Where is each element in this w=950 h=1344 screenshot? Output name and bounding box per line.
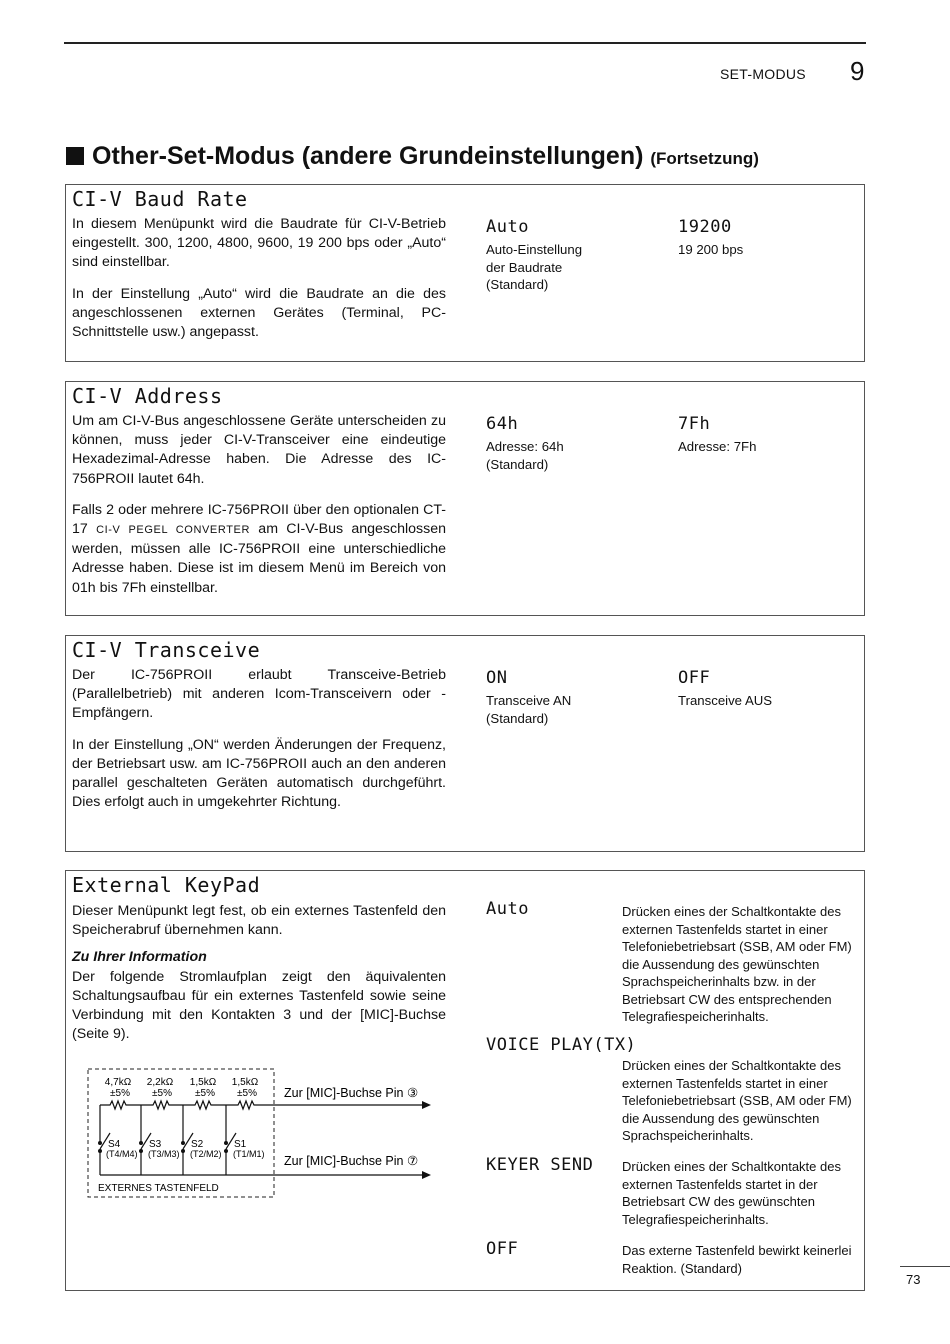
ci-v-transceive-section (65, 635, 865, 852)
switch-label: S1 (234, 1139, 247, 1150)
resistor-chain (100, 1101, 424, 1109)
line: Transceive AN (486, 693, 572, 708)
paragraph: In der Einstellung „Auto“ wird die Baudrate an die des angeschlossenen externen Gerätes (Terminal, PC-Schnittstelle usw.) angepasst. (72, 285, 446, 341)
section-description (72, 902, 446, 1044)
page-number-rule (900, 1266, 950, 1267)
switch-group (100, 1105, 236, 1175)
option-name: OFF (678, 668, 711, 688)
option-voice-play: VOICE PLAY(TX) (486, 1035, 637, 1055)
tolerance-label: ±5% (110, 1088, 130, 1099)
tolerance-label: ±5% (195, 1088, 215, 1099)
switch-label: (T1/M1) (233, 1149, 265, 1159)
switch-label: S2 (191, 1139, 204, 1150)
option-description: Drücken eines der Schaltkontakte des externen Tastenfelds startet in einer Telefoniebetriebsart (SSB, AM oder FM) die Aussendung des gewünschten Sprachspeicherinhalts bzw. in der Betriebsart CW des entsprechenden Telegrafiespeicherinhalts. (622, 904, 852, 1024)
paragraph: Um am CI-V-Bus angeschlossene Geräte unterscheiden zu können, muss jeder CI-V-Transceiver eine eindeutige Hexadezimal-Adresse haben. Die Adresse des IC-756PROII lautet 64h. (72, 413, 446, 487)
page-number: 73 (906, 1272, 921, 1287)
option-name: 7Fh (678, 414, 711, 434)
line: der Baudrate (486, 259, 563, 275)
option-auto (486, 217, 582, 294)
square-bullet-icon (66, 147, 84, 165)
option-name: 64h (486, 414, 519, 434)
resistor-label: 1,5kΩ (189, 1077, 217, 1088)
tolerance-label: ±5% (152, 1088, 172, 1099)
arrow-icon (422, 1171, 431, 1179)
text: am CI-V-Bus angeschlossen werden, müssen alle IC-756PROII eine unterschiedliche Adresse haben. Diese ist im diesem Menü im Bereich von 01h bis 7Fh einstellbar. (72, 521, 446, 596)
info-text: Der folgende Stromlaufplan zeigt den äquivalenten Schaltungsaufbau für ein externes Tastenfeld sowie seine Verbindung mit den Kontakten 3 und der [MIC]-Buchse (Seite 9). (72, 968, 446, 1043)
section-description (72, 412, 446, 610)
header-rule (64, 42, 866, 44)
pin-label: Zur [MIC]-Buchse Pin ③ (284, 1086, 419, 1100)
page-title (66, 142, 759, 171)
paragraph: Der IC-756PROII erlaubt Transceive-Betrieb (Parallelbetrieb) mit anderen Icom-Transceivern oder -Empfängern. (72, 667, 446, 722)
text: Falls 2 oder mehrere IC-756PROII über den optionalen CT-17 (72, 501, 446, 538)
line: (Standard) (486, 710, 549, 726)
switch-label: (T3/M3) (148, 1149, 180, 1159)
option-description: Transceive AUS (678, 693, 773, 708)
option-description (486, 692, 571, 727)
section-description (72, 215, 446, 354)
paragraph (72, 501, 446, 598)
tolerance-label: ±5% (237, 1088, 257, 1099)
option-name: ON (486, 668, 508, 688)
section-label: SET-MODUS (720, 66, 806, 82)
section-title: CI-V Transceive (72, 638, 261, 662)
option-7fh (678, 414, 756, 456)
switch-label: S3 (149, 1139, 162, 1150)
option-auto: Auto (486, 899, 529, 919)
line: (Standard) (486, 277, 549, 293)
line: Auto-Einstellung (486, 242, 583, 257)
option-19200 (678, 217, 743, 259)
option-description (486, 438, 564, 473)
ci-v-baud-rate-section (65, 184, 865, 362)
small-caps-text: CI-V PEGEL CONVERTER (96, 524, 251, 537)
external-keypad-section (65, 870, 865, 1291)
option-on (486, 668, 571, 727)
option-keyer-send: KEYER SEND (486, 1155, 594, 1175)
resistor-label: 2,2kΩ (146, 1077, 174, 1088)
switch-label: (T4/M4) (106, 1149, 138, 1159)
line: (Standard) (486, 456, 549, 472)
switch-label: S4 (108, 1139, 121, 1150)
paragraph: In der Einstellung „ON“ werden Änderungen der Frequenz, der Betriebsart usw. am IC-756PROII auch an den anderen parallel geschalteten Geräten automatisch durchgeführt. Dies erfolgt auch in umgekehrter Richtung. (72, 736, 446, 811)
resistor-label: 1,5kΩ (231, 1077, 259, 1088)
resistor-label: 4,7kΩ (104, 1077, 132, 1088)
section-title: CI-V Baud Rate (72, 187, 248, 211)
title-sub: (Fortsetzung) (650, 149, 759, 168)
section-title: CI-V Address (72, 384, 223, 408)
option-off: OFF (486, 1239, 519, 1259)
option-name: Auto (486, 217, 529, 237)
chapter-number: 9 (850, 56, 865, 86)
paragraph: In diesem Menüpunkt wird die Baudrate für CI-V-Betrieb eingestellt. 300, 1200, 4800, 9600, 19 200 bps oder „Auto“ sind einstellbar. (72, 216, 446, 271)
line: Adresse: 64h (486, 439, 564, 454)
keypad-circuit-diagram (86, 1067, 431, 1202)
switch-label: (T2/M2) (190, 1149, 222, 1159)
option-description: Drücken eines der Schaltkontakte des externen Tastenfelds startet in der Betriebsart CW des gewünschten Telegrafiespeicherinhalts. (622, 1159, 841, 1227)
paragraph: Dieser Menüpunkt legt fest, ob ein externes Tastenfeld den Speicherabruf übernehmen kann. (72, 903, 446, 939)
keypad-box-label: EXTERNES TASTENFELD (98, 1183, 219, 1194)
option-description (486, 241, 582, 294)
pin-label: Zur [MIC]-Buchse Pin ⑦ (284, 1154, 419, 1168)
section-description (72, 666, 446, 824)
arrow-icon (422, 1101, 431, 1109)
section-title: External KeyPad (72, 873, 261, 897)
option-description: Adresse: 7Fh (678, 439, 757, 454)
option-name: 19200 (678, 217, 732, 237)
info-title: Zu Ihrer Information (72, 949, 207, 966)
title-main: Other-Set-Modus (andere Grundeinstellungen) (92, 142, 644, 170)
ci-v-address-section (65, 381, 865, 616)
option-64h (486, 414, 564, 473)
option-off (678, 668, 772, 710)
option-description: Drücken eines der Schaltkontakte des externen Tastenfelds startet in einer Telefoniebetriebsart (SSB, AM oder FM) die Aussendung des gewünschten Sprachspeicherinhalts. (622, 1058, 852, 1143)
option-description: Das externe Tastenfeld bewirkt keinerlei Reaktion. (Standard) (622, 1243, 852, 1276)
option-description: 19 200 bps (678, 242, 744, 257)
